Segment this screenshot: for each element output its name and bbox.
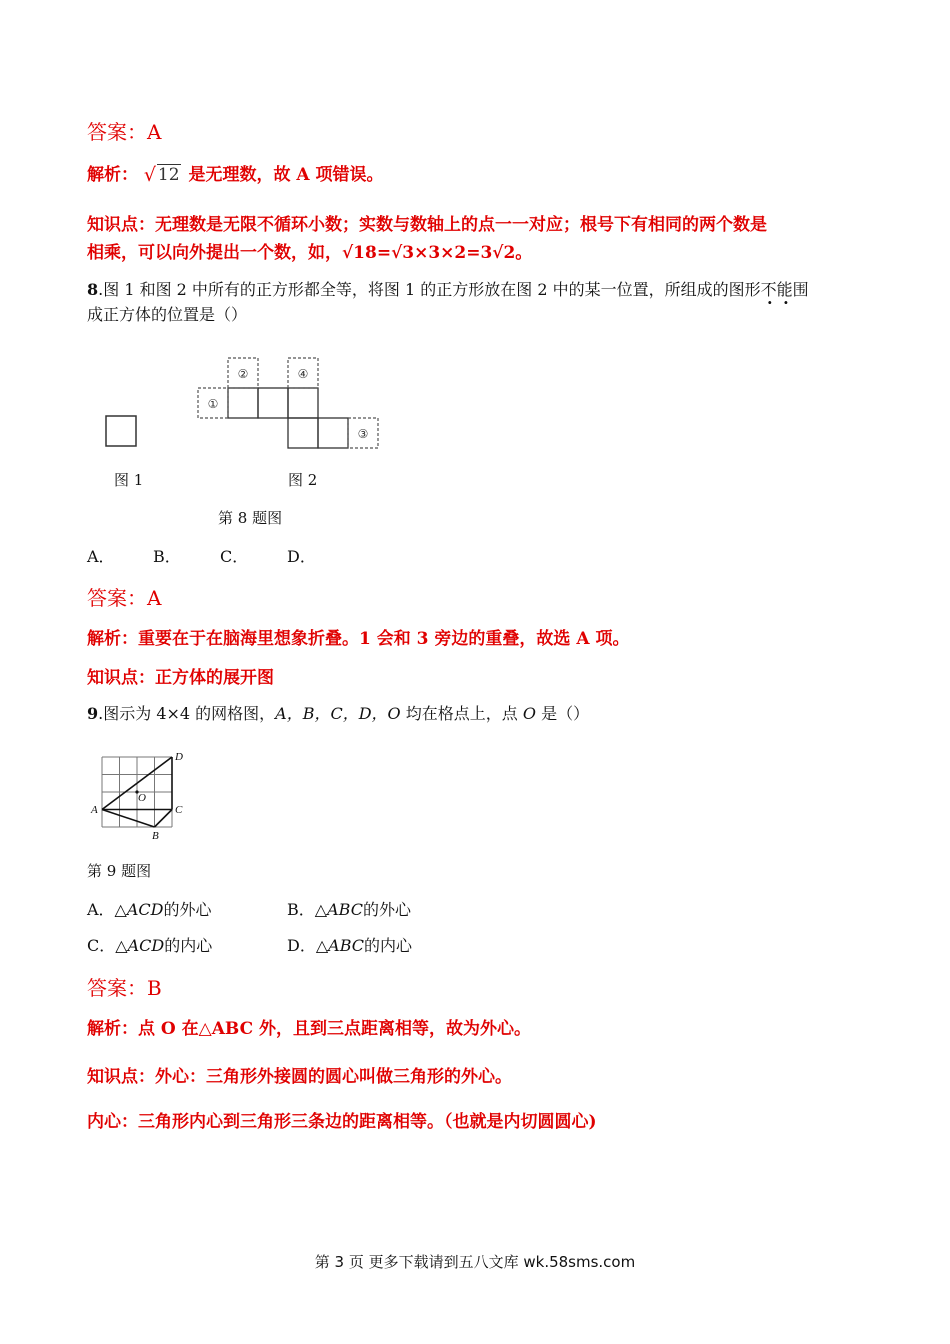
q9-grid-figure [88,748,198,843]
q9-stem-c: 是（） [536,704,590,723]
q9-option-b [287,897,411,920]
option-text: 的内心 [364,936,413,955]
q8-answer: 答案：A [87,586,162,610]
circled-label-3: ③ [357,427,369,441]
q9-stem-a: .图示为 4×4 的网格图， [98,704,276,723]
q9-analysis: 解析：点 O 在△ABC 外，且到三点距离相等，故为外心。 [87,1019,532,1039]
page-footer: 第 3 页 更多下载请到五八文库 wk.58sms.com [314,1253,636,1271]
q9-knowledge-line1: 知识点：外心：三角形外接圆的圆心叫做三角形的外心。 [87,1067,512,1087]
q9-knowledge-line2: 内心：三角形内心到三角形三条边的距离相等。（也就是内切圆圆心) [87,1112,597,1132]
q9-answer: 答案：B [87,976,162,1000]
label-o: O [138,792,146,804]
circled-label-2: ② [237,367,249,381]
fig2-solid-squares [228,388,348,448]
label-a: A [91,804,98,816]
q7-answer: 答案：A [87,120,162,144]
q8-option-d: D． [287,547,316,566]
sqrt-radicand: 12 [157,165,180,185]
q9-option-a [87,897,212,920]
q7-analysis-text: 是无理数，故 A 项错误。 [188,165,384,185]
q8-analysis: 解析：重要在于在脑海里想象折叠。1 会和 3 旁边的重叠，故选 A 项。 [87,629,630,649]
q8-knowledge: 知识点：正方体的展开图 [87,668,274,688]
option-triangle: ACD [127,936,165,955]
q8-stem-text: .图 1 和图 2 中所有的正方形都全等，将图 1 的正方形放在图 2 中的某一位置，所组成的图形 [98,280,761,299]
emphasis-dot-char: 能 [776,280,793,299]
label-c: C [175,804,183,816]
option-letter: B．△ [287,900,328,919]
label-d: D [175,751,183,763]
option-triangle: ABC [327,900,363,919]
option-text: 的外心 [163,900,212,919]
q9-point-o: O [522,704,536,723]
q9-option-d [287,933,412,956]
q8-option-c: C． [220,547,249,566]
q7-knowledge-line2: 相乘，可以向外提出一个数，如，√18=√3×3×2=3√2。 [87,243,533,263]
q8-stem-line1 [87,277,809,300]
q9-figure-caption: 第 9 题图 [87,862,152,880]
option-letter: C．△ [87,936,128,955]
fig1-label: 图 1 [114,471,144,489]
q7-analysis-label: 解析： [87,165,138,185]
q8-option-a: A． [87,547,115,566]
q8-stem-tail: 围 [792,280,809,299]
q8-figure-caption: 第 8 题图 [218,509,283,527]
q9-option-c [87,933,212,956]
option-letter: A．△ [87,900,127,919]
q8-number: 8 [87,280,99,299]
option-triangle: ACD [126,900,164,919]
q9-stem [87,701,589,724]
label-b: B [152,830,159,842]
circled-label-1: ① [207,397,219,411]
q8-stem-line2: 成正方体的位置是（） [87,305,248,324]
option-letter: D．△ [287,936,329,955]
q9-number: 9 [87,704,99,723]
q8-figure [95,350,395,460]
option-text: 的外心 [362,900,411,919]
emphasis-dot-char: 不 [760,280,777,299]
circled-label-4: ④ [297,367,309,381]
option-text: 的内心 [164,936,213,955]
fig2-label: 图 2 [288,471,318,489]
q7-knowledge-line1: 知识点：无理数是无限不循环小数；实数与数轴上的点一一对应；根号下有相同的两个数是 [87,215,767,235]
q9-stem-b: 均在格点上，点 [400,704,523,723]
fig1-square [106,416,136,446]
q8-option-b: B． [153,547,181,566]
sqrt-expression: √ 12 [143,164,180,186]
option-triangle: ABC [328,936,364,955]
q7-analysis [87,160,384,185]
q9-points: A，B，C，D，O [275,704,401,723]
